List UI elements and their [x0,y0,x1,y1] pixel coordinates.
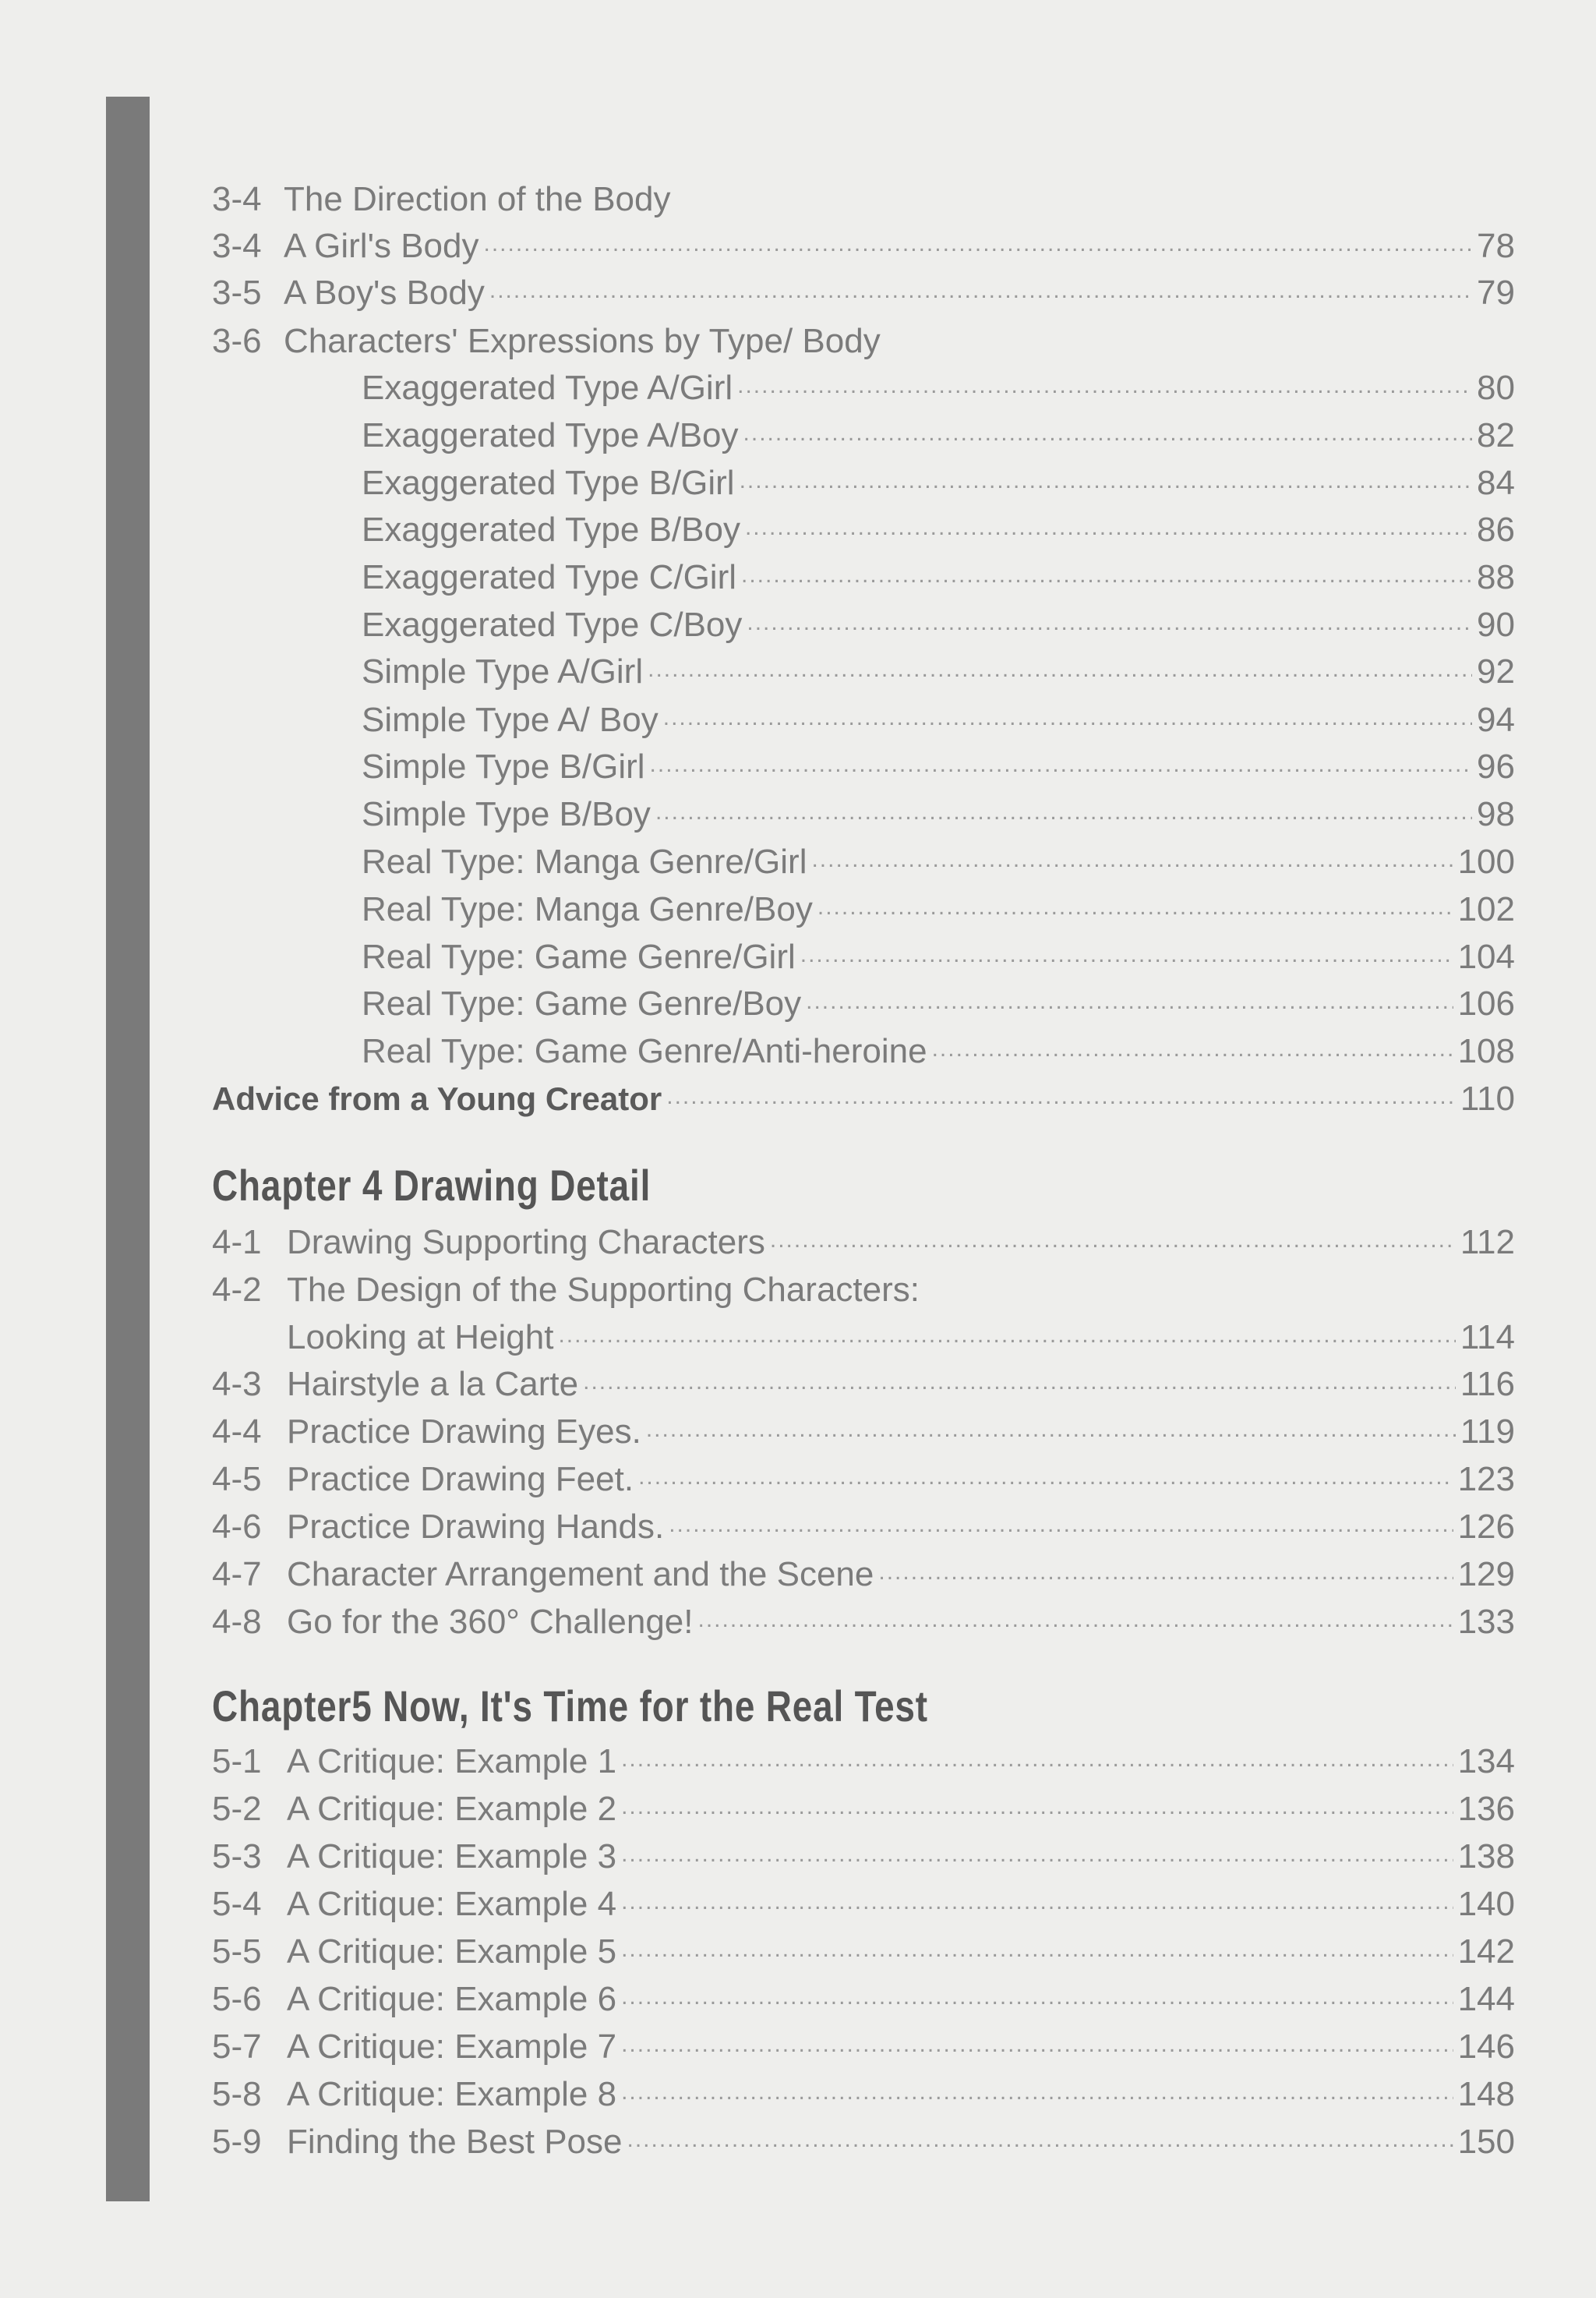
dot-leader [627,2116,1453,2163]
entry-title: Simple Type A/ Boy [362,701,659,739]
page-number: 82 [1477,416,1515,454]
page-number: 94 [1477,701,1515,739]
toc-subentry[interactable] [212,649,1515,695]
toc-entry-advice[interactable] [212,1076,1515,1122]
dot-leader [638,1454,1453,1501]
dot-leader [489,267,1472,314]
toc-entry[interactable] [212,2071,1515,2118]
entry-number: 5-7 [212,2028,262,2066]
entry-number: 5-6 [212,1980,262,2018]
page-number: 148 [1457,2075,1515,2113]
entry-title: Real Type: Manga Genre/Girl [362,843,807,881]
toc-entry[interactable] [212,1833,1515,1880]
dot-leader [745,504,1472,551]
page-number: 146 [1457,2028,1515,2066]
dot-leader [558,1312,1455,1359]
toc-entry[interactable] [212,223,1515,270]
entry-number: 4-7 [212,1555,262,1593]
page-number: 123 [1457,1460,1515,1498]
page-number: 133 [1457,1603,1515,1641]
toc-subentry[interactable] [212,365,1515,412]
dot-leader [800,932,1453,978]
dot-leader [655,789,1472,836]
dot-leader [484,221,1473,267]
entry-title: A Critique: Example 2 [287,1790,617,1828]
entry-title: Real Type: Game Genre/Girl [362,938,796,976]
toc-entry[interactable] [212,1881,1515,1928]
chapter-heading: Chapter 4 Drawing Detail [212,1161,651,1210]
toc-entry[interactable] [212,1551,1515,1598]
page-number: 88 [1477,558,1515,596]
page-number: 80 [1477,369,1515,407]
entry-number: 5-5 [212,1932,262,1971]
page-number: 86 [1477,511,1515,549]
toc-subentry[interactable] [212,602,1515,649]
entry-title: A Critique: Example 6 [287,1980,617,2018]
page-number: 129 [1457,1555,1515,1593]
entry-title: Exaggerated Type B/Boy [362,511,740,549]
entry-title: Exaggerated Type C/Boy [362,606,743,644]
dot-leader [621,1879,1453,1925]
entry-title: Simple Type A/Girl [362,652,644,691]
dot-leader [932,1026,1453,1073]
toc-entry[interactable] [212,2024,1515,2070]
toc-entry[interactable] [212,1409,1515,1455]
dot-leader [621,1831,1453,1878]
toc-subentry[interactable] [212,839,1515,886]
toc-entry[interactable] [212,1738,1515,1785]
entry-title: A Critique: Example 4 [287,1885,617,1923]
entry-number: 3-6 [212,322,262,360]
page-number: 108 [1457,1032,1515,1070]
toc-entry[interactable] [212,1267,1515,1313]
toc-entry[interactable] [212,1929,1515,1975]
page-number: 144 [1457,1980,1515,2018]
dot-leader [621,1974,1453,2020]
dot-leader [663,695,1472,741]
entry-title: Real Type: Game Genre/Anti-heroine [362,1032,927,1070]
dot-leader [741,552,1472,599]
dot-leader [770,1217,1456,1264]
page-number: 110 [1460,1080,1515,1118]
page-number: 90 [1477,606,1515,644]
entry-number: 3-4 [212,227,262,265]
entry-title: Practice Drawing Hands. [287,1508,665,1546]
toc-entry[interactable] [212,1456,1515,1503]
page-number: 119 [1460,1412,1515,1451]
dot-leader [740,458,1472,504]
entry-title: Practice Drawing Eyes. [287,1412,641,1451]
page-number: 106 [1457,985,1515,1023]
toc-entry[interactable] [212,270,1515,316]
toc-subentry[interactable] [212,554,1515,601]
entry-number: 3-4 [212,180,262,218]
dot-leader [878,1549,1453,1596]
entry-title: A Critique: Example 3 [287,1837,617,1876]
page-number: 98 [1477,795,1515,833]
toc-entry[interactable] [212,2119,1515,2165]
toc-entry[interactable] [212,1504,1515,1550]
dot-leader [698,1596,1453,1643]
entry-title: Looking at Height [287,1318,554,1356]
toc-subentry[interactable] [212,1028,1515,1075]
entry-number: 4-5 [212,1460,262,1498]
entry-number: 5-1 [212,1742,262,1780]
entry-number: 5-8 [212,2075,262,2113]
entry-title: A Critique: Example 8 [287,2075,617,2113]
entry-number: 5-4 [212,1885,262,1923]
entry-title: Exaggerated Type B/Girl [362,464,735,502]
dot-leader [817,884,1453,931]
toc-entry[interactable] [212,1786,1515,1833]
page-number: 112 [1460,1223,1515,1261]
page-number: 79 [1477,274,1515,312]
entry-number: 4-6 [212,1508,262,1546]
page-number: 116 [1460,1365,1515,1403]
toc-entry[interactable] [212,1361,1515,1408]
entry-title: The Design of the Supporting Characters: [287,1271,920,1309]
toc-subentry[interactable] [212,934,1515,981]
dot-leader [650,741,1473,788]
entry-title: Exaggerated Type A/Boy [362,416,739,454]
page-number: 92 [1477,652,1515,691]
dot-leader [737,362,1472,409]
page-number: 102 [1457,890,1515,928]
toc-subentry[interactable] [212,981,1515,1027]
chapter-heading: Chapter5 Now, It's Time for the Real Test [212,1681,928,1731]
toc-subentry[interactable] [212,460,1515,507]
entry-title: A Critique: Example 7 [287,2028,617,2066]
toc-subentry[interactable] [212,697,1515,744]
toc-entry[interactable] [212,318,1515,365]
dot-leader [621,2021,1453,2068]
entry-number: 5-2 [212,1790,262,1828]
page-edge-bar [106,97,150,2201]
entry-title: Hairstyle a la Carte [287,1365,579,1403]
dot-leader [648,646,1472,693]
entry-number: 4-2 [212,1271,262,1309]
dot-leader [743,410,1473,457]
page-number: 134 [1457,1742,1515,1780]
dot-leader [583,1359,1456,1405]
page-number: 140 [1457,1885,1515,1923]
dot-leader [646,1406,1456,1453]
page-number: 126 [1457,1508,1515,1546]
dot-leader [666,1073,1456,1120]
entry-title: Drawing Supporting Characters [287,1223,765,1261]
toc-entry[interactable] [212,1314,1515,1361]
dot-leader [621,1926,1453,1973]
entry-number: 4-8 [212,1603,262,1641]
entry-title: A Boy's Body [284,274,485,312]
page-number: 84 [1477,464,1515,502]
dot-leader [747,599,1472,646]
entry-number: 4-3 [212,1365,262,1403]
entry-title: Character Arrangement and the Scene [287,1555,874,1593]
page-number: 78 [1477,227,1515,265]
toc-subentry[interactable] [212,791,1515,838]
dot-leader [806,978,1453,1025]
page-number: 100 [1457,843,1515,881]
entry-title: Advice from a Young Creator [212,1080,662,1117]
toc-subentry[interactable] [212,507,1515,553]
dot-leader [669,1501,1453,1548]
entry-title: A Critique: Example 5 [287,1932,617,1971]
page-number: 114 [1460,1318,1515,1356]
page-number: 142 [1457,1932,1515,1971]
toc-entry[interactable] [212,1219,1515,1266]
entry-title: Simple Type B/Boy [362,795,651,833]
entry-title: A Girl's Body [284,227,479,265]
toc-subentry[interactable] [212,412,1515,459]
entry-title: Exaggerated Type A/Girl [362,369,733,407]
entry-title: Real Type: Manga Genre/Boy [362,890,813,928]
dot-leader [621,1736,1453,1783]
toc-entry[interactable] [212,176,1515,223]
entry-title: Simple Type B/Girl [362,748,645,786]
page-number: 136 [1457,1790,1515,1828]
dot-leader [621,2069,1453,2116]
page-number: 150 [1457,2123,1515,2161]
entry-title: Go for the 360° Challenge! [287,1603,694,1641]
dot-leader [621,1784,1453,1830]
dot-leader [811,836,1453,883]
entry-number: 3-5 [212,274,262,312]
entry-title: Characters' Expressions by Type/ Body [284,322,881,360]
toc-entry[interactable] [212,1599,1515,1646]
entry-number: 5-9 [212,2123,262,2161]
entry-number: 5-3 [212,1837,262,1876]
page-number: 96 [1477,748,1515,786]
toc-entry[interactable] [212,1976,1515,2023]
entry-title: Practice Drawing Feet. [287,1460,634,1498]
entry-title: Finding the Best Pose [287,2123,623,2161]
entry-number: 4-1 [212,1223,262,1261]
entry-title: Exaggerated Type C/Girl [362,558,736,596]
entry-title: A Critique: Example 1 [287,1742,617,1780]
entry-title: Real Type: Game Genre/Boy [362,985,802,1023]
toc-subentry[interactable] [212,744,1515,790]
page-number: 138 [1457,1837,1515,1876]
entry-number: 4-4 [212,1412,262,1451]
toc-subentry[interactable] [212,886,1515,933]
page-number: 104 [1457,938,1515,976]
entry-title: The Direction of the Body [284,180,671,218]
